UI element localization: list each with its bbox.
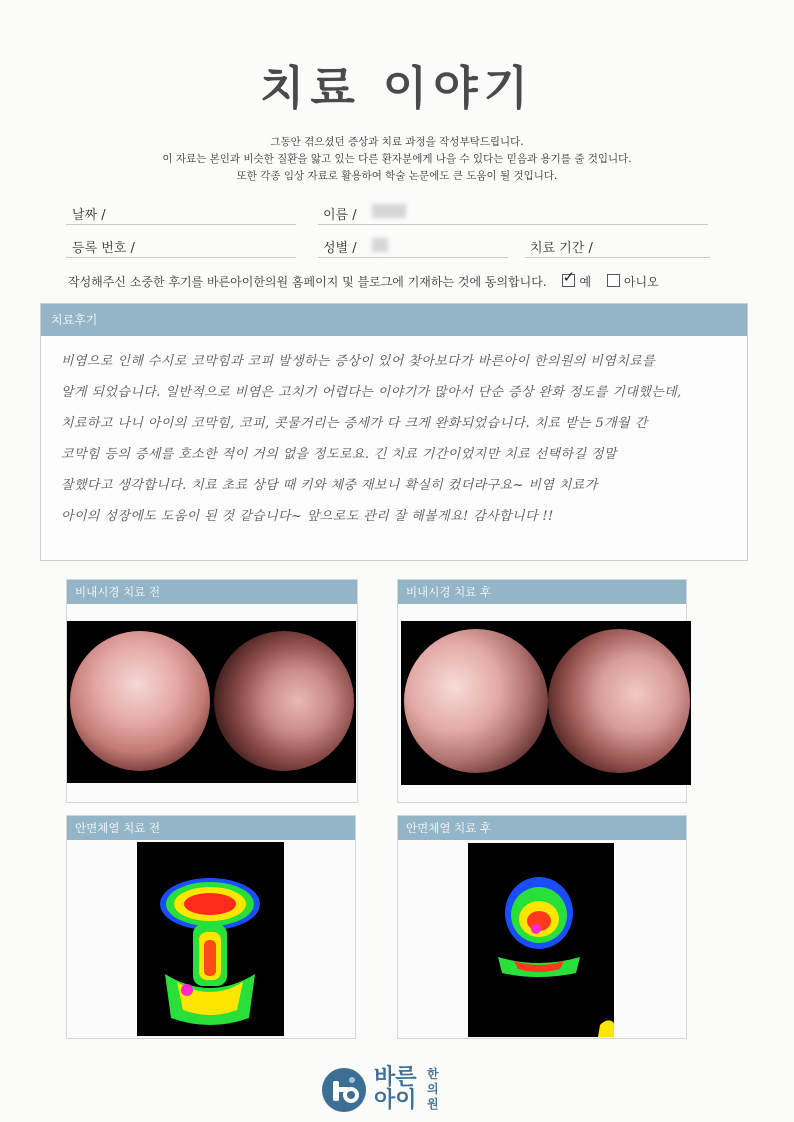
intro-line: 그동안 겪으셨던 증상과 치료 과정을 작성부탁드립니다. bbox=[270, 136, 524, 148]
consent-no-label: 아니오 bbox=[623, 275, 659, 289]
period-label: 치료 기간 / bbox=[530, 241, 593, 256]
name-label: 이름 / bbox=[323, 208, 357, 223]
thermo-before-header: 안면체열 치료 전 bbox=[67, 816, 355, 840]
intro-text bbox=[0, 134, 794, 185]
consent-yes-checkbox[interactable] bbox=[562, 268, 576, 287]
review-section bbox=[40, 303, 748, 561]
review-handwriting bbox=[41, 336, 747, 532]
period-underline bbox=[525, 257, 710, 258]
gender-label: 성별 / bbox=[323, 241, 357, 256]
consent-no-checkbox[interactable] bbox=[607, 274, 620, 287]
gender-redacted bbox=[372, 238, 388, 252]
logo-text-line2: 아이 bbox=[374, 1088, 417, 1113]
nasal-cavity-left-image bbox=[70, 631, 210, 771]
reg-no-underline bbox=[66, 257, 296, 258]
thermal-face-before-image bbox=[137, 842, 284, 1036]
consent-yes-option[interactable] bbox=[562, 268, 592, 290]
nasal-cavity-right-image bbox=[214, 631, 354, 771]
name-redacted bbox=[372, 204, 406, 218]
nasal-cavity-right-image bbox=[548, 629, 690, 773]
endo-before-header: 비내시경 치료 전 bbox=[67, 580, 357, 604]
endo-after-image bbox=[401, 621, 691, 785]
review-line: 코막힘 등의 증세를 호소한 적이 거의 없을 정도로요. 긴 치료 기간이었지만 치료 선택하길 정말 bbox=[61, 447, 617, 462]
clinic-logo bbox=[322, 1064, 472, 1116]
thermal-face-after-image bbox=[468, 843, 614, 1037]
page-title: 치료 이야기 bbox=[259, 61, 535, 115]
consent-yes-label: 예 bbox=[579, 275, 592, 289]
reg-no-label: 등록 번호 / bbox=[72, 241, 135, 256]
endo-before-image bbox=[67, 621, 356, 783]
gender-underline bbox=[318, 257, 508, 258]
thermo-after-image bbox=[468, 843, 614, 1037]
intro-line: 또한 각종 임상 자료로 활용하여 학술 논문에도 큰 도움이 될 것입니다. bbox=[236, 170, 558, 182]
consent-row bbox=[68, 268, 758, 290]
consent-text: 작성해주신 소중한 후기를 바른아이한의원 홈페이지 및 블로그에 기재하는 것에 동의합니다. bbox=[68, 275, 547, 289]
review-line: 비염으로 인해 수시로 코막힘과 코피 발생하는 증상이 있어 찾아보다가 바른아이 한의원의 비염치료를 bbox=[61, 354, 656, 369]
check-icon: ✓ bbox=[562, 268, 576, 286]
logo-text-line1: 바른 bbox=[374, 1065, 417, 1090]
endo-after-header: 비내시경 치료 후 bbox=[398, 580, 686, 604]
name-underline bbox=[318, 224, 708, 225]
thermo-before-image bbox=[137, 842, 284, 1036]
date-underline bbox=[66, 224, 296, 225]
review-line: 아이의 성장에도 도움이 된 것 같습니다~ 앞으로도 관리 잘 해볼게요! 감사합니다 !! bbox=[61, 509, 554, 524]
logo-mark-icon bbox=[322, 1068, 366, 1112]
nasal-cavity-left-image bbox=[404, 629, 548, 773]
review-line: 잘했다고 생각합니다. 치료 초료 상담 때 키와 체중 재보니 확실히 컸더라구요~ 비염 치료가 bbox=[61, 478, 598, 493]
date-label: 날짜 / bbox=[72, 208, 106, 223]
intro-line: 이 자료는 본인과 비슷한 질환을 앓고 있는 다른 환자분에게 나을 수 있다는 믿음과 용기를 줄 것입니다. bbox=[162, 153, 632, 165]
review-line: 치료하고 나니 아이의 코막힘, 코피, 콧물거리는 증세가 다 크게 완화되었습니다. 치료 받는 5개월 간 bbox=[61, 416, 648, 431]
thermo-after-header: 안면체열 치료 후 bbox=[398, 816, 686, 840]
review-header: 치료후기 bbox=[41, 304, 747, 336]
logo-text-suffix: 한의원 bbox=[427, 1067, 439, 1111]
review-line: 알게 되었습니다. 일반적으로 비염은 고치기 어렵다는 이야기가 많아서 단순 증상 완화 정도를 기대했는데, bbox=[61, 385, 682, 400]
consent-no-option[interactable] bbox=[607, 273, 659, 290]
